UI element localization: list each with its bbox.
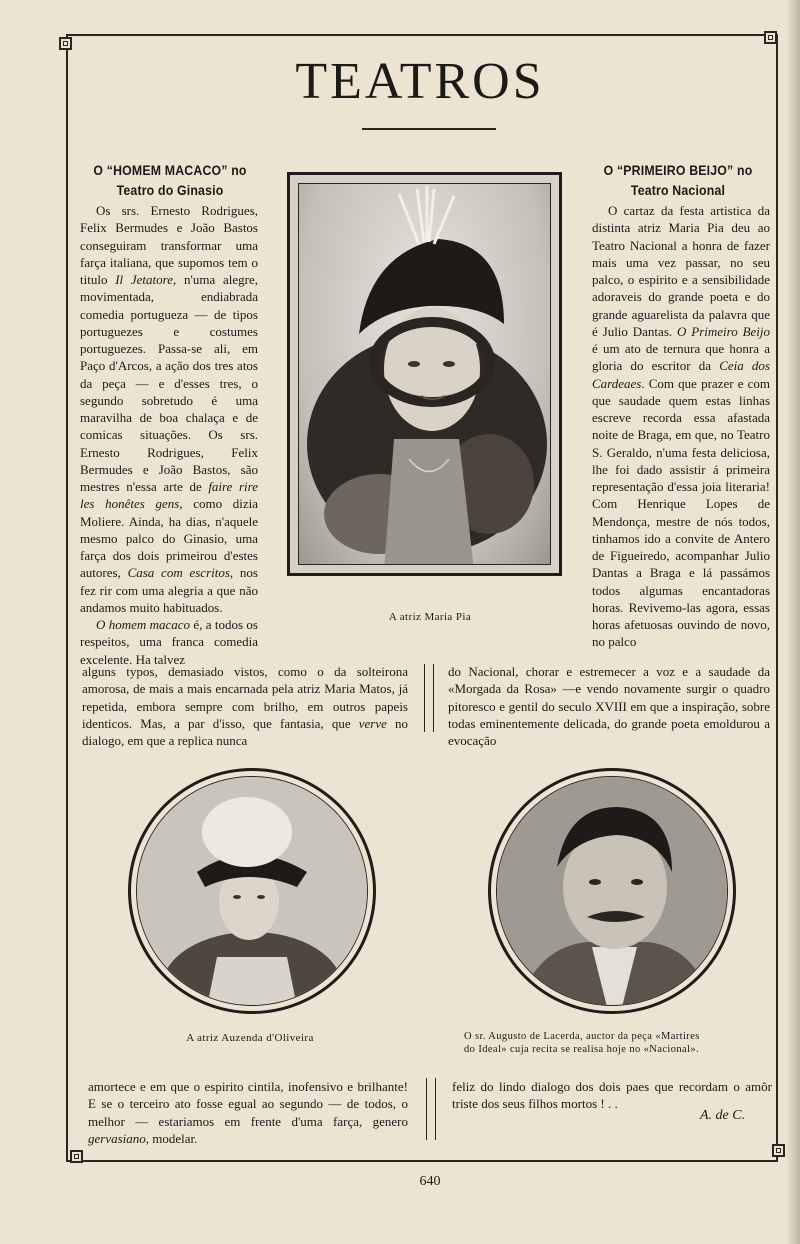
portrait-photo-auzenda xyxy=(128,768,376,1014)
corner-ornament xyxy=(764,31,777,44)
column-rule xyxy=(426,1078,427,1140)
page-edge-shadow xyxy=(786,0,800,1244)
column-rule xyxy=(433,664,434,732)
left-headline: O “HOMEM MACACO” no Teatro do Ginasio xyxy=(93,162,247,198)
portrait-photo-lacerda xyxy=(488,768,736,1014)
right-column-text: O cartaz da festa artistica da distinta atriz Maria Pia deu ao Teatro Nacional a honra de fazer mais uma vez passar, no seu palco, o espirito e a sensibilidade adoraveis do grande poeta e do grande aguarelista da palavra que é Julio Dantas. O Primeiro Beijo é um ato de ternura que honra a gloria do escritor da Ceia dos Cardeaes. Com que prazer e com que saudade quem estas linhas escreve recorda essa afastada noite de Braga, em que, no Teatro S. Geraldo, n'uma festa deliciosa, lhe foi dado assistir á primeira representação d'essa joia literaria! Com Henrique Lopes de Mendonça, mestre de nós todos, tinhamos ido a convite de Antero de Figueiredo, acompanhar Julio Dantas a Braga e lá passámos todos algumas encantadoras horas. Revivemo-las agora, essas horas afetuosas ouvindo de novo, no palco xyxy=(592,203,771,650)
bottom-left-text: amortece e em que o espirito cintila, inofensivo e brilhante! E se o terceiro ato fosse egual ao segundo — de todos, o melhor — estariamos em frente d'uma farça, genero gervasiano, modelar. xyxy=(88,1079,408,1146)
corner-ornament xyxy=(59,37,72,50)
signature: A. de C. xyxy=(700,1108,746,1123)
caption-auzenda: A atriz Auzenda d'Oliveira xyxy=(186,1032,314,1044)
corner-ornament xyxy=(70,1150,83,1163)
caption-lacerda xyxy=(464,1030,764,1056)
left-wide-text: alguns typos, demasiado vistos, como o da solteirona amorosa, de mais a mais encarnada pela atriz Maria Matos, já repetida, embora sempre com brilho, em outros papeis identicos. Mas, a par d'isso, que fantasia, que verve no dialogo, em que a replica nunca xyxy=(82,664,408,749)
portrait-auzenda-illustration xyxy=(137,777,368,1006)
column-rule xyxy=(435,1078,436,1140)
caption-lacerda-line-1: O sr. Augusto de Lacerda, auctor da peça «Martires xyxy=(464,1031,700,1042)
caption-maria-pia: A atriz Maria Pia xyxy=(388,611,472,623)
left-column-text: Os srs. Ernesto Rodrigues, Felix Bermudes e João Bastos conseguiram transformar uma farça italiana, que supomos tem o titulo Il Jetatore, n'uma alegre, movimentada, endiabrada comedia portugueza — de tipos portuguezes e costumes portuguezes. Passa-se ali, em Paço d'Arcos, a ação dos tres atos da peça — e d'esses tres, o segundo sobretudo é uma maravilha de boa chalaça e de comicas situações. Os srs. Ernesto Rodrigues, Felix Bermudes e João Bastos, são mestres n'essa arte de faire rire les honêtes gens, como dizia Moliere. Ainda, ha dias, n'aquele mesmo palco do Ginasio, uma farça dos dois primeirou d'estes autores, Casa com escritos, nos fez rir com uma alegria a que não andamos muito habituados. O homem macaco é, a todos os respeitos, uma franca comedia excelente. Ha talvez xyxy=(80,203,258,667)
portrait-photo-maria-pia xyxy=(287,172,562,576)
bottom-right-text: feliz do lindo dialogo dos dois paes que recordam o amôr triste dos seus filhos mortos ! . . xyxy=(452,1079,772,1112)
title-rule xyxy=(362,128,496,130)
page-number: 640 xyxy=(419,1174,441,1189)
column-rule xyxy=(424,664,425,732)
portrait-maria-pia-illustration xyxy=(299,184,551,565)
portrait-lacerda-illustration xyxy=(497,777,728,1006)
corner-ornament xyxy=(772,1144,785,1157)
right-headline: O “PRIMEIRO BEIJO” no Teatro Nacional xyxy=(603,162,753,198)
right-wide-text: do Nacional, chorar e estremecer a voz e a saudade da «Morgada da Rosa» —e vendo novamente surgir o quadro pitoresco e gentil do seculo XVIII em que a inspiração, sobre todas eminentemente delicada, do grande poeta emoldurou a evocação xyxy=(448,664,770,749)
caption-lacerda-line-2: do Ideal» cuja recita se realisa hoje no «Nacional». xyxy=(464,1044,700,1055)
page-title: TEATROS xyxy=(295,53,545,110)
